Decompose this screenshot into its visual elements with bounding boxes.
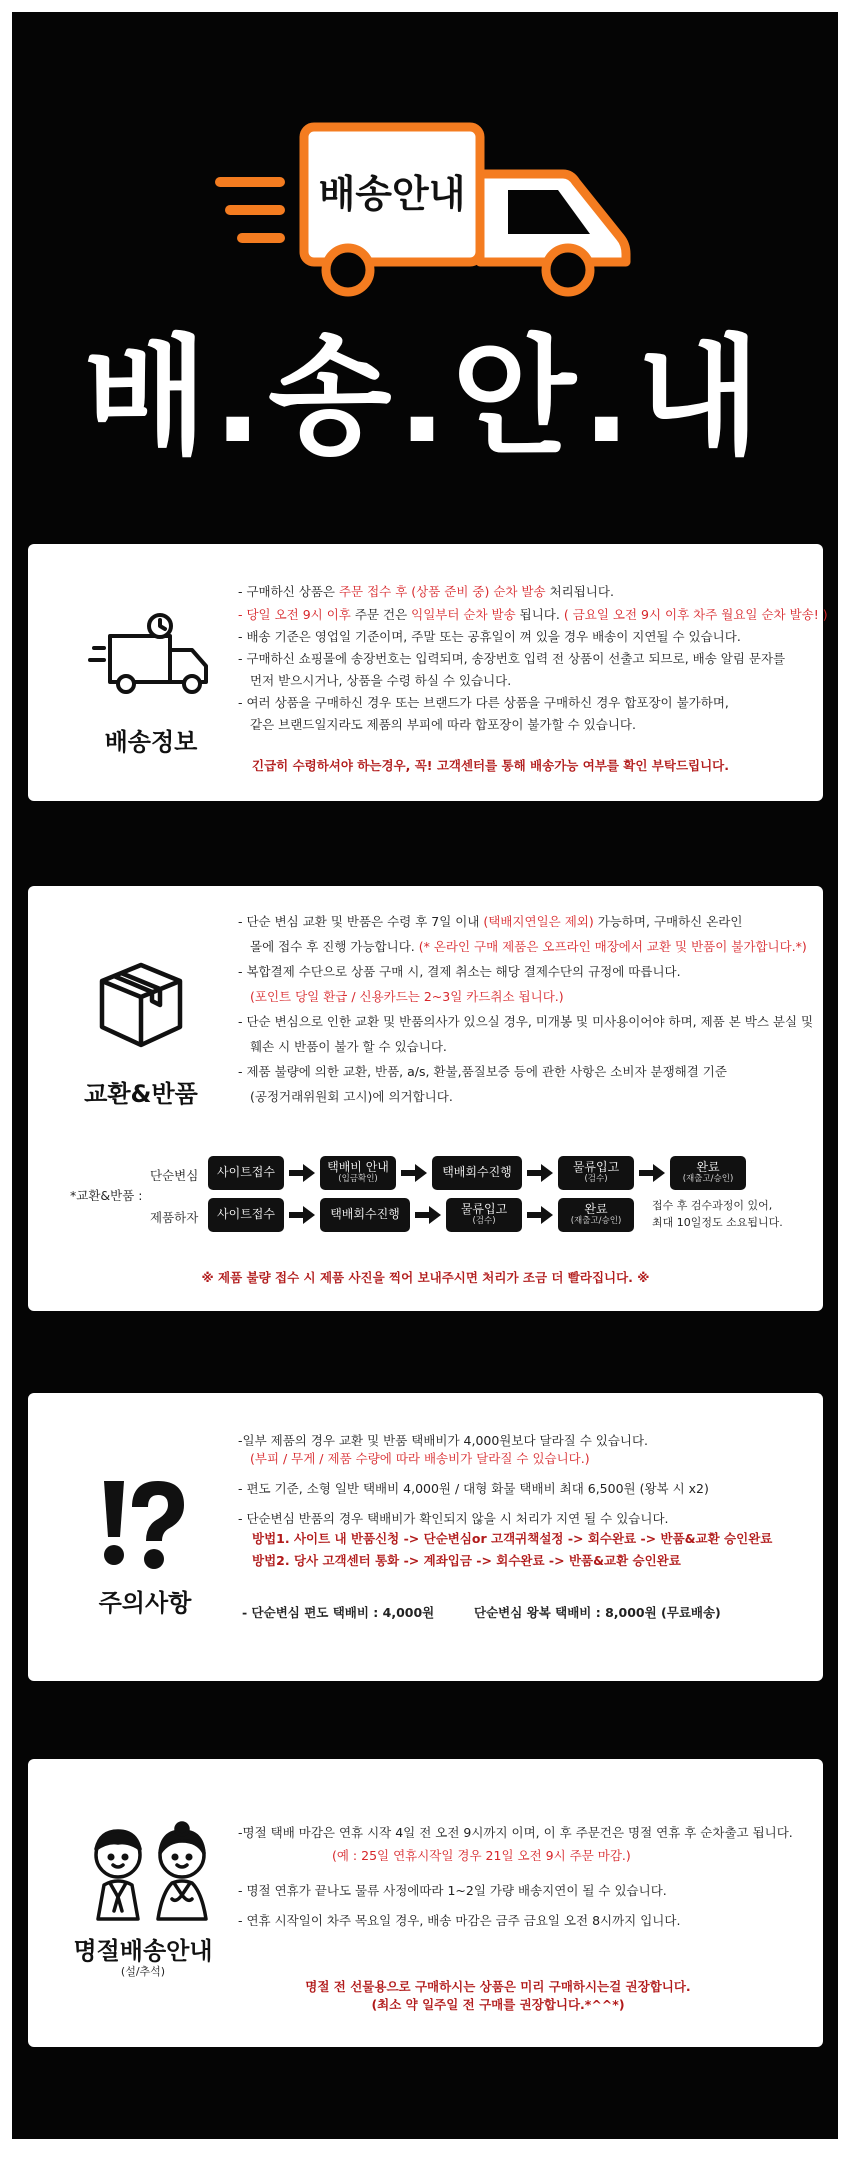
package-box-icon (96, 961, 186, 1049)
delivery-truck-icon (208, 112, 668, 312)
arrow-right-icon (415, 1206, 441, 1224)
shipping-line-3: - 배송 기준은 영업일 기준이며, 주말 또는 공휴일이 껴 있을 경우 배송이 지연될 수 있습니다. (238, 629, 741, 644)
caution-card (28, 1393, 823, 1681)
caution-line-2: (부피 / 무게 / 제품 수량에 따라 배송비가 달라질 수 있습니다.) (250, 1451, 590, 1466)
holiday-shipping-card (28, 1759, 823, 2047)
arrow-right-icon (289, 1164, 315, 1182)
caution-line-4: - 단순변심 반품의 경우 택배비가 확인되지 않을 시 처리가 지연 될 수 있습니다. (238, 1511, 669, 1526)
shipping-line-4: - 구매하신 쇼핑몰에 송장번호는 입력되며, 송장번호 입력 전 상품이 선출고 되므로, 배송 알림 문자를 (238, 651, 786, 666)
flow-step: 물류입고 (검수) (558, 1156, 634, 1190)
exchange-notice: ※ 제품 불량 접수 시 제품 사진을 찍어 보내주시면 처리가 조금 더 빨라집니다. ※ (201, 1270, 650, 1285)
exchange-line-8: (공정거래위원회 고시)에 의거합니다. (250, 1089, 453, 1104)
flow-step: 사이트접수 (208, 1156, 284, 1190)
exchange-return-label: 교환&반품 (84, 1080, 198, 1108)
flow-row2-note-2: 최대 10일정도 소요됩니다. (652, 1216, 783, 1229)
exchange-line-1: - 단순 변심 교환 및 반품은 수령 후 7일 이내 (택배지연일은 제외) 가능하며, 구매하신 온라인 (238, 914, 743, 929)
holiday-line-4: - 연휴 시작일이 차주 목요일 경우, 배송 마감은 금주 금요일 오전 8시까지 입니다. (238, 1913, 681, 1928)
arrow-right-icon (527, 1164, 553, 1182)
arrow-right-icon (527, 1206, 553, 1224)
arrow-right-icon (401, 1164, 427, 1182)
exchange-line-2: 몰에 접수 후 진행 가능합니다. (* 온라인 구매 제품은 오프라인 매장에서 교환 및 반품이 불가합니다.*) (250, 939, 807, 954)
caution-fee-roundtrip: 단순변심 왕복 택배비 : 8,000원 (무료배송) (474, 1605, 721, 1620)
shipping-info-label: 배송정보 (104, 728, 198, 756)
delivery-truck-clock-icon (88, 612, 218, 702)
shipping-line-2: - 당일 오전 9시 이후 주문 건은 익일부터 순차 발송 됩니다. ( 금요일 오전 9시 이후 차주 월요일 순차 발송! ) (238, 607, 828, 622)
caution-fee-oneway: - 단순변심 편도 택배비 : 4,000원 (242, 1605, 435, 1620)
flow-step: 사이트접수 (208, 1198, 284, 1232)
flow-step: 택배회수진행 (432, 1156, 522, 1190)
exchange-line-6: 훼손 시 반품이 불가 할 수 있습니다. (250, 1039, 447, 1054)
holiday-shipping-label: 명절배송안내 (73, 1937, 213, 1965)
flow-step: 택배비 안내 (입금확인) (320, 1156, 396, 1190)
exchange-line-3: - 복합결제 수단으로 상품 구매 시, 결제 취소는 해당 결제수단의 규정에 따릅니다. (238, 964, 681, 979)
caution-method-1: 방법1. 사이트 내 반품신청 -> 단순변심or 고객귀책설정 -> 회수완료 -> 반품&교환 승인완료 (252, 1531, 773, 1546)
holiday-notice-2: (최소 약 일주일 전 구매를 권장합니다.*^^*) (371, 1997, 625, 2012)
exclamation-question-icon (98, 1475, 188, 1575)
caution-line-3: - 편도 기준, 소형 일반 택배비 4,000원 / 대형 화물 택배비 최대 6,500원 (왕복 시 x2) (238, 1481, 709, 1496)
exchange-return-card (28, 886, 823, 1311)
arrow-right-icon (639, 1164, 665, 1182)
exchange-line-4: (포인트 당일 환급 / 신용카드는 2~3일 카드취소 됩니다.) (250, 989, 564, 1004)
holiday-line-1: -명절 택배 마감은 연휴 시작 4일 전 오전 9시까지 이며, 이 후 주문건은 명절 연휴 후 순차출고 됩니다. (238, 1825, 793, 1840)
caution-label: 주의사항 (98, 1589, 192, 1617)
holiday-line-3: - 명절 연휴가 끝나도 물류 사정에따라 1~2일 가량 배송지연이 될 수 있습니다. (238, 1883, 667, 1898)
shipping-info-card (28, 544, 828, 801)
holiday-notice-1: 명절 전 선물용으로 구매하시는 상품은 미리 구매하시는걸 권장합니다. (305, 1979, 691, 1994)
holiday-shipping-sublabel: (설/추석) (120, 1965, 166, 1978)
flow-row2-note-1: 접수 후 검수과정이 있어, (652, 1199, 773, 1212)
flow-row2-label: 제품하자 (150, 1210, 199, 1225)
exchange-line-7: - 제품 불량에 의한 교환, 반품, a/s, 환불,품질보증 등에 관한 사항은 소비자 분쟁해결 기준 (238, 1064, 727, 1079)
exchange-line-5: - 단순 변심으로 인한 교환 및 반품의사가 있으실 경우, 미개봉 및 미사용이어야 하며, 제품 본 박스 분실 및 (238, 1014, 814, 1029)
shipping-line-1: - 구매하신 상품은 주문 접수 후 (상품 준비 중) 순차 발송 처리됩니다. (238, 584, 614, 599)
flow-step: 완료 (재출고/승인) (670, 1156, 746, 1190)
caution-method-2: 방법2. 당사 고객센터 통화 -> 계좌입금 -> 회수완료 -> 반품&교환 승인완료 (252, 1553, 681, 1568)
flow-step: 완료 (재출고/승인) (558, 1198, 634, 1232)
shipping-guide-page (12, 12, 838, 2139)
truck-sign-text: 배송안내 (318, 172, 466, 216)
flow-group-label: *교환&반품 : (70, 1188, 143, 1203)
caution-line-1: -일부 제품의 경우 교환 및 반품 택배비가 4,000원보다 달라질 수 있습니다. (238, 1433, 649, 1448)
flow-step: 택배회수진행 (320, 1198, 410, 1232)
flow-row1-label: 단순변심 (150, 1168, 199, 1183)
flow-step: 물류입고 (검수) (446, 1198, 522, 1232)
shipping-line-7: 같은 브랜드일지라도 제품의 부피에 따라 합포장이 불가할 수 있습니다. (250, 717, 636, 732)
shipping-line-5: 먼저 받으시거나, 상품을 수령 하실 수 있습니다. (250, 673, 512, 688)
shipping-line-6: - 여러 상품을 구매하신 경우 또는 브랜드가 다른 상품을 구매하신 경우 합포장이 불가하며, (238, 695, 729, 710)
holiday-line-2: (예 : 25일 연휴시작일 경우 21일 오전 9시 주문 마감.) (332, 1848, 631, 1863)
arrow-right-icon (289, 1206, 315, 1224)
page-title: 배.송.안.내 (83, 323, 767, 472)
hanbok-couple-icon (80, 1819, 220, 1925)
shipping-notice: 긴급히 수령하셔야 하는경우, 꼭! 고객센터를 통해 배송가능 여부를 확인 부탁드립니다. (252, 758, 729, 773)
